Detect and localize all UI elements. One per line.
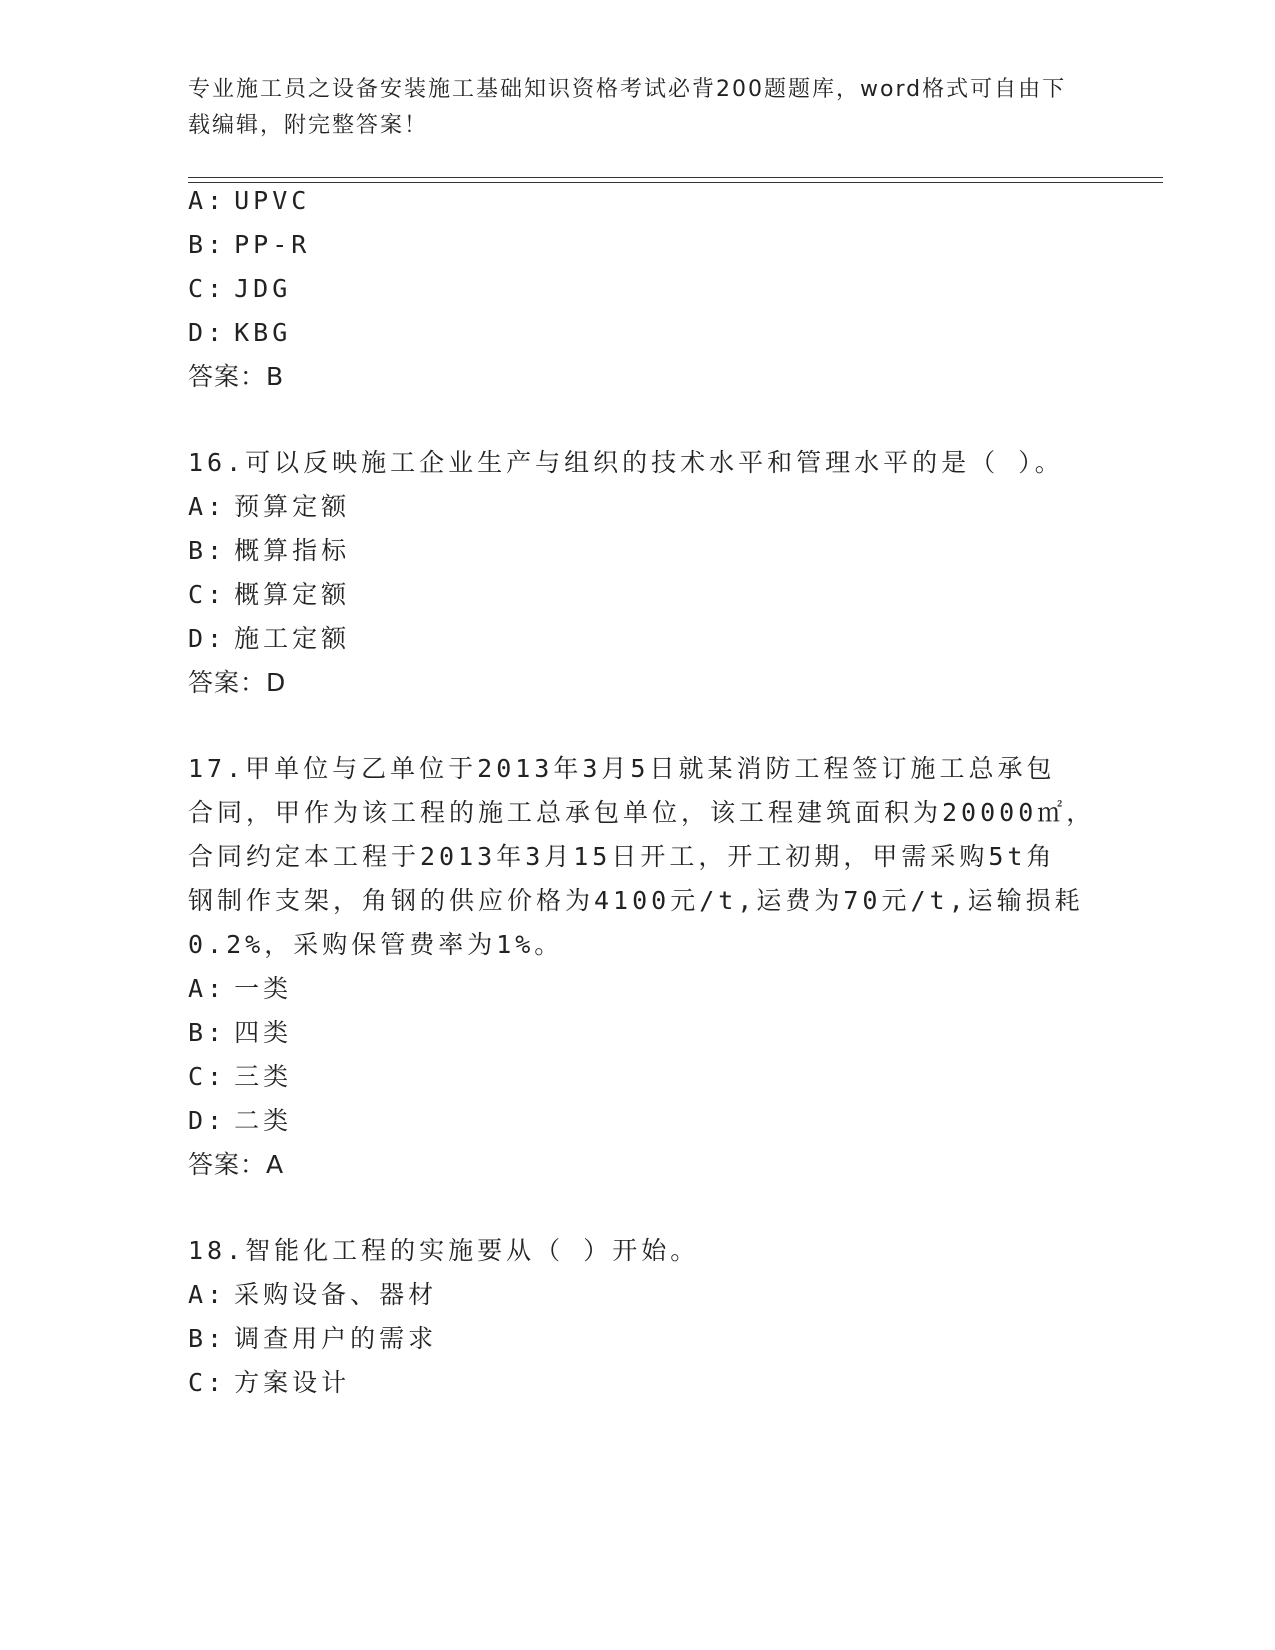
option-key: A: <box>188 186 227 215</box>
q17-question-line: 合同约定本工程于2013年3月15日开工，开工初期，甲需采购5t角 <box>188 842 1056 871</box>
q15-answer: 答案：B <box>188 362 285 391</box>
q17-answer: 答案：A <box>188 1150 285 1179</box>
q18-option-a <box>188 1280 437 1310</box>
option-key: B: <box>188 1018 227 1047</box>
q15-option-d <box>188 318 291 348</box>
q16-option-d <box>188 624 350 654</box>
q17-option-d <box>188 1106 292 1136</box>
q15-option-a <box>188 186 310 216</box>
option-key: B: <box>188 230 227 259</box>
option-text: 四类 <box>234 1018 293 1047</box>
q15-option-c <box>188 274 291 304</box>
q16-option-a <box>188 492 350 522</box>
option-key: C: <box>188 1368 227 1397</box>
option-key: C: <box>188 1062 227 1091</box>
document-title: 专业施工员之设备安装施工基础知识资格考试必背200题题库，word格式可自由下载编辑，附完整答案！ <box>188 77 1067 138</box>
option-key: A: <box>188 1280 227 1309</box>
header-divider-top <box>188 177 1163 178</box>
option-key: C: <box>188 580 227 609</box>
option-text: 一类 <box>234 974 293 1003</box>
q17-option-b <box>188 1018 292 1048</box>
option-text: 概算指标 <box>234 536 351 565</box>
q18-option-b <box>188 1324 437 1354</box>
q17-option-c <box>188 1062 292 1092</box>
option-key: D: <box>188 318 227 347</box>
q16-option-b <box>188 536 350 566</box>
header-divider-bottom <box>188 182 1163 183</box>
q17-option-a <box>188 974 292 1004</box>
option-key: D: <box>188 624 227 653</box>
option-text: 方案设计 <box>234 1368 351 1397</box>
q18-question: 18.智能化工程的实施要从（ ）开始。 <box>188 1236 700 1265</box>
q15-option-b <box>188 230 310 260</box>
option-text: UPVC <box>234 186 311 215</box>
option-key: C: <box>188 274 227 303</box>
option-key: A: <box>188 492 227 521</box>
option-text: 概算定额 <box>234 580 351 609</box>
q16-option-c <box>188 580 350 610</box>
option-key: B: <box>188 1324 227 1353</box>
option-text: 预算定额 <box>234 492 351 521</box>
option-text: 调查用户的需求 <box>234 1324 438 1353</box>
option-key: B: <box>188 536 227 565</box>
q17-question-line: 17.甲单位与乙单位于2013年3月5日就某消防工程签订施工总承包 <box>188 754 1056 783</box>
option-text: KBG <box>234 318 292 347</box>
q16-question: 16.可以反映施工企业生产与组织的技术水平和管理水平的是（ ）。 <box>188 448 1064 477</box>
option-text: 二类 <box>234 1106 293 1135</box>
option-text: 三类 <box>234 1062 293 1091</box>
option-text: 采购设备、器材 <box>234 1280 438 1309</box>
q17-question-line: 合同，甲作为该工程的施工总承包单位，该工程建筑面积为20000㎡， <box>188 798 1096 827</box>
q16-answer: 答案：D <box>188 668 287 697</box>
document-header <box>188 72 1088 144</box>
option-key: D: <box>188 1106 227 1135</box>
option-text: 施工定额 <box>234 624 351 653</box>
q18-option-c <box>188 1368 350 1398</box>
q17-question-line: 0.2%，采购保管费率为1%。 <box>188 930 564 959</box>
option-text: PP-R <box>234 230 311 259</box>
option-key: A: <box>188 974 227 1003</box>
q17-question-line: 钢制作支架，角钢的供应价格为4100元/t,运费为70元/t,运输损耗 <box>188 886 1084 915</box>
option-text: JDG <box>234 274 292 303</box>
